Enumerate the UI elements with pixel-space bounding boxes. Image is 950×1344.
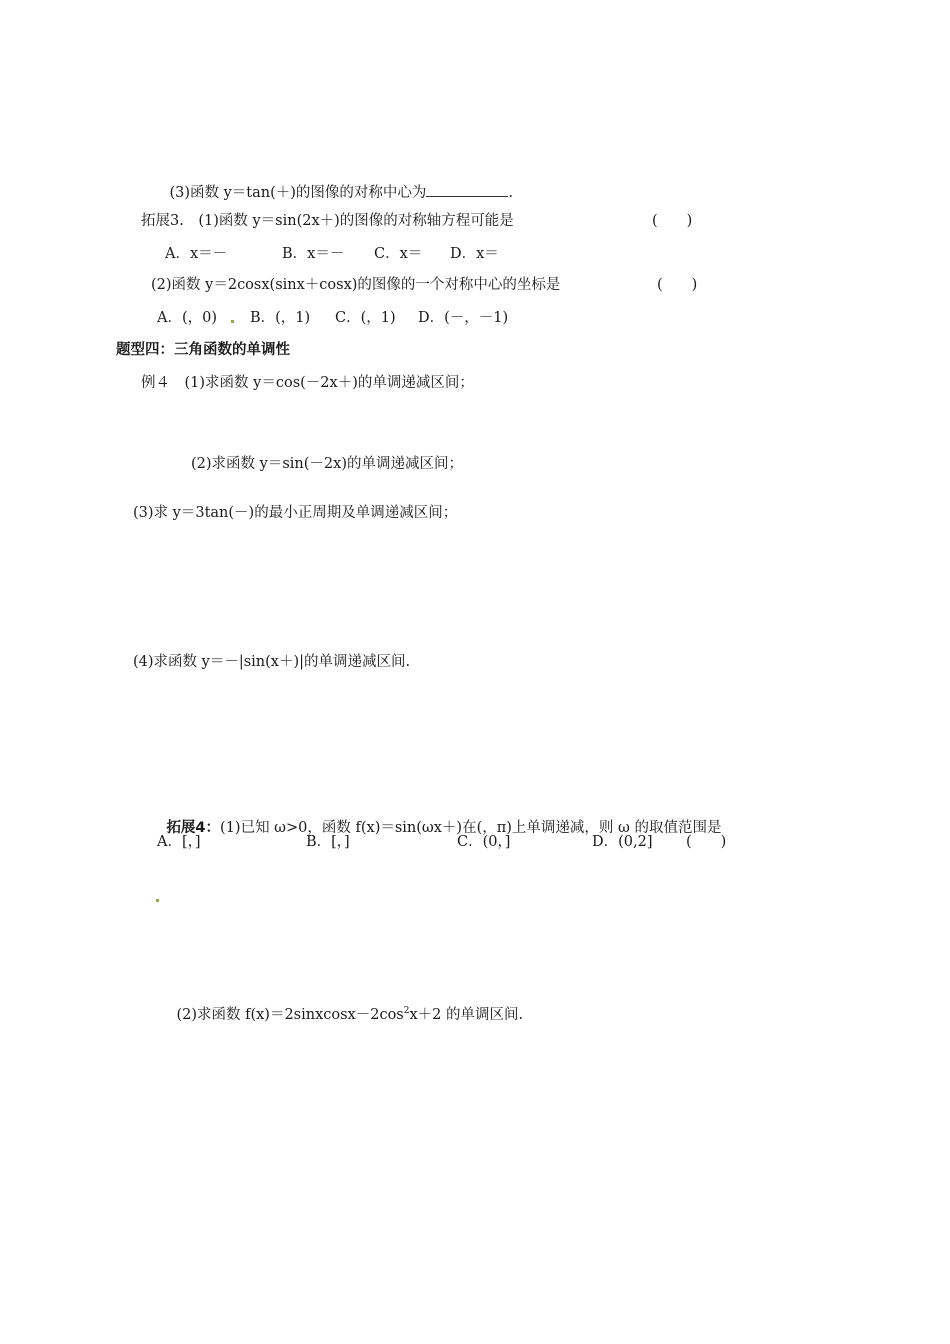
option-d: D．x＝: [450, 246, 499, 262]
option-b: B．[，]: [306, 834, 350, 850]
example-4-question-3: (3)求 y＝3tan(－)的最小正周期及单调递减区间；: [133, 505, 458, 521]
option-b: B．(，1): [250, 310, 311, 326]
extension-label: 拓展4：: [166, 820, 221, 836]
option-d: D．(0,2]: [592, 834, 653, 850]
option-b: B．x＝－: [282, 246, 345, 262]
section-title: 题型四：三角函数的单调性: [116, 342, 290, 358]
extension-3-question-2: (2)函数 y＝2cosx(sinx＋cosx)的图像的一个对称中心的坐标是: [151, 277, 561, 293]
option-a: A．(，0): [157, 310, 218, 326]
option-a: A．[，]: [157, 834, 201, 850]
option-c: C．(0，]: [457, 834, 511, 850]
question-3-3: (3)函数 y＝tan(＋)的图像的对称中心为 .: [169, 185, 514, 201]
option-c: C．x＝: [374, 246, 423, 262]
extension-3-question-1: 拓展3. (1)函数 y＝sin(2x＋)的图像的对称轴方程可能是: [141, 213, 514, 229]
option-d: D．(－，－1): [418, 310, 509, 326]
example-4-question-4: (4)求函数 y＝－|sin(x＋)|的单调递减区间.: [133, 654, 411, 670]
answer-paren: ( ): [657, 277, 698, 293]
stray-dot: [231, 320, 234, 323]
example-4-question-2: (2)求函数 y＝sin(－2x)的单调递减区间；: [191, 456, 463, 472]
extension-4-question-1: 拓展4：(1)已知 ω>0，函数 f(x)＝sin(ωx＋)在(，π)上单调递减，则 ω 的取值范围是: [166, 820, 722, 836]
stray-dot: [156, 899, 159, 902]
option-a: A．x＝－: [165, 246, 228, 262]
answer-blank: [426, 183, 508, 197]
example-4-question-1: 例４ (1)求函数 y＝cos(－2x＋)的单调递减区间；: [141, 375, 474, 391]
answer-paren: ( ): [652, 213, 693, 229]
extension-4-question-2: (2)求函数 $f(x)=2sinxcosx-2\cos^2x+2$ 的单调区间.: [176, 1006, 524, 1023]
option-c: C．(，1): [335, 310, 396, 326]
answer-paren: ( ): [686, 834, 727, 850]
